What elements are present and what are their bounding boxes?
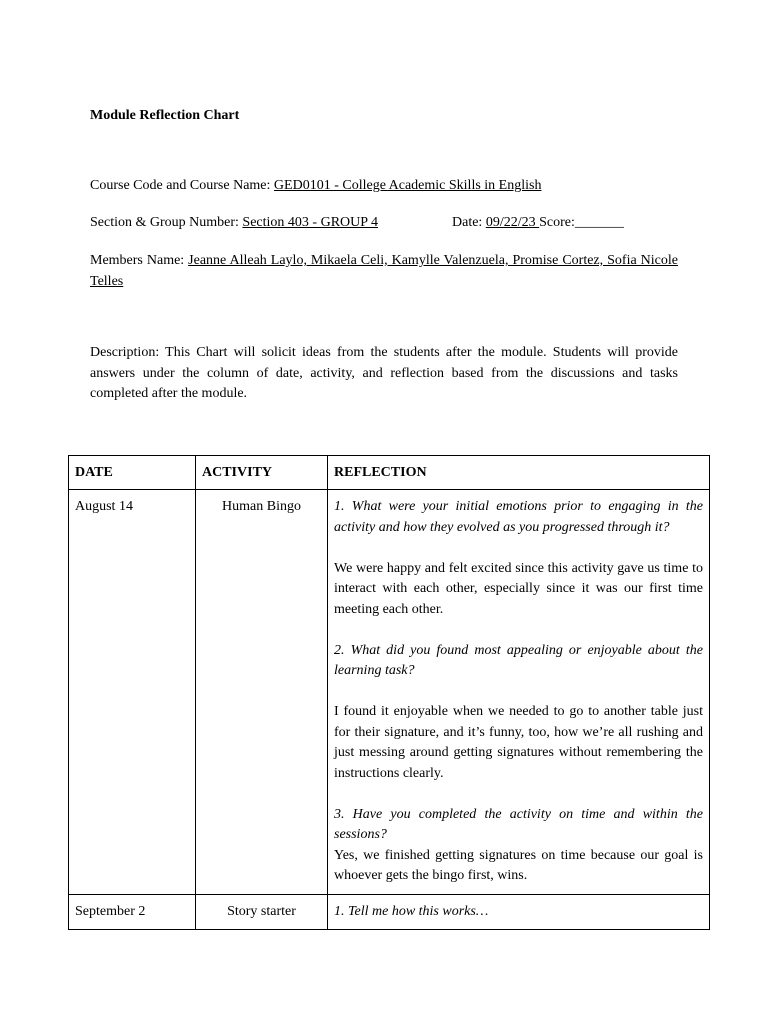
header-activity: ACTIVITY [196, 456, 328, 490]
row-reflection [328, 894, 710, 930]
document-title: Module Reflection Chart [90, 108, 240, 123]
header-reflection: REFLECTION [328, 456, 710, 490]
row-activity: Story starter [196, 894, 328, 930]
date-value: 09/22/23 [485, 215, 540, 230]
score-blank: _______ [574, 215, 624, 230]
row-date: August 14 [69, 490, 196, 895]
members-line [90, 250, 678, 292]
members-value: Jeanne Alleah Laylo, Mikaela Celi, Kamylle Valenzuela, Promise Cortez, Sofia Nicole Telles [90, 253, 678, 289]
reflection-answer: We were happy and felt excited since this activity gave us time to interact with each other, especially since it was our first time meeting each other. [334, 560, 703, 617]
description-paragraph: Description: This Chart will solicit ideas from the students after the module. Students will provide answers under the column of date, activity, and reflection based from the discussions and tasks completed after the module. [90, 345, 678, 401]
row-reflection [328, 490, 710, 895]
section-label: Section & Group Number: [90, 215, 243, 230]
row-date: September 2 [69, 894, 196, 930]
table-row [69, 894, 710, 930]
table-header-row [69, 456, 710, 490]
score-label: Score: [539, 215, 575, 230]
section-value: Section 403 - GROUP 4 [242, 215, 379, 230]
reflection-question: 2. What did you found most appealing or enjoyable about the learning task? [334, 642, 703, 678]
reflection-question: 3. Have you completed the activity on time and within the sessions? [334, 806, 703, 842]
reflection-question: 1. Tell me how this works… [334, 903, 489, 919]
course-value: GED0101 - College Academic Skills in English [273, 178, 542, 193]
header-date: DATE [69, 456, 196, 490]
section-line [90, 215, 378, 231]
reflection-table [68, 455, 710, 930]
members-label: Members Name: [90, 253, 189, 268]
table-row [69, 490, 710, 895]
course-line [90, 178, 541, 194]
reflection-question: 1. What were your initial emotions prior to engaging in the activity and how they evolved as you progressed through it? [334, 499, 703, 535]
row-activity: Human Bingo [196, 490, 328, 895]
date-score-line [452, 215, 624, 231]
reflection-answer: I found it enjoyable when we needed to go to another table just for their signature, and it’s funny, too, how we’re all rushing and just messing around getting signatures without remembering the instructions clearly. [334, 704, 703, 781]
date-label: Date: [452, 215, 486, 230]
reflection-answer: Yes, we finished getting signatures on time because our goal is whoever gets the bingo first, wins. [334, 847, 703, 883]
course-label: Course Code and Course Name: [90, 178, 274, 193]
